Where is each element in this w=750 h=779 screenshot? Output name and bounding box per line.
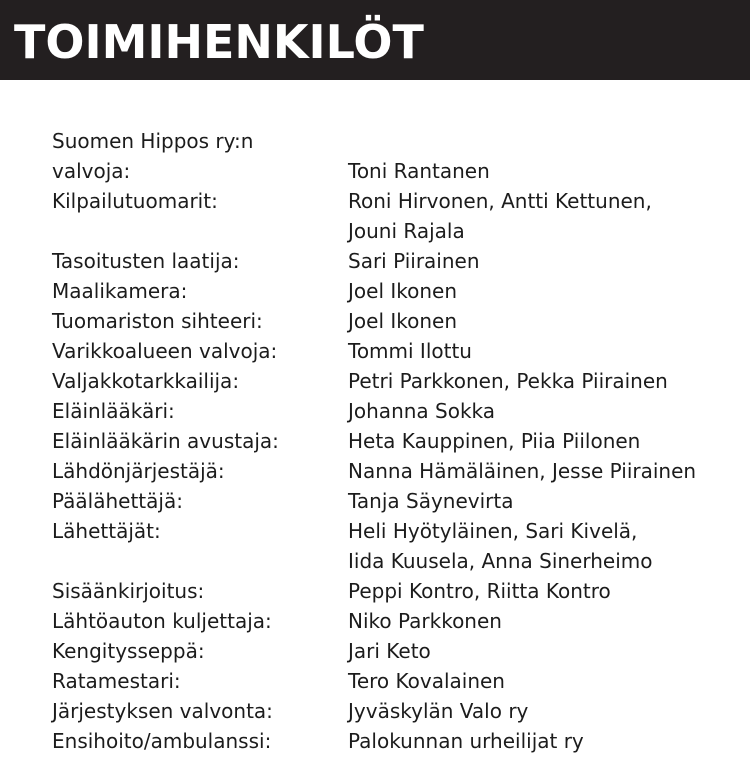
list-item	[52, 426, 742, 456]
person-names: Johanna Sokka	[348, 399, 496, 423]
person-names: Heta Kauppinen, Piia Piilonen	[348, 429, 641, 453]
person-names: Petri Parkkonen, Pekka Piirainen	[348, 369, 668, 393]
list-item	[52, 726, 742, 756]
role-label: Kengitysseppä:	[52, 639, 205, 663]
role-label: Eläinlääkäri:	[52, 399, 175, 423]
role-label: Lähettäjät:	[52, 519, 161, 543]
list-item	[52, 156, 742, 186]
list-item	[52, 246, 742, 276]
role-label	[52, 546, 348, 576]
role-label: Maalikamera:	[52, 279, 188, 303]
person-names: Joel Ikonen	[348, 279, 458, 303]
role-label: valvoja:	[52, 159, 131, 183]
person-names: Tanja Säynevirta	[348, 489, 514, 513]
role-label: Varikkoalueen valvoja:	[52, 339, 278, 363]
person-names: Niko Parkkonen	[348, 609, 502, 633]
page-title: TOIMIHENKILÖT	[14, 15, 424, 69]
list-item	[52, 606, 742, 636]
role-label: Kilpailutuomarit:	[52, 189, 218, 213]
person-names: Roni Hirvonen, Antti Kettunen,	[348, 189, 652, 213]
officials-list	[52, 126, 742, 756]
list-item	[52, 486, 742, 516]
list-item	[52, 456, 742, 486]
list-item	[52, 516, 742, 546]
person-names: Heli Hyötyläinen, Sari Kivelä,	[348, 519, 638, 543]
list-item	[52, 276, 742, 306]
role-label: Ratamestari:	[52, 669, 181, 693]
person-names: Toni Rantanen	[348, 159, 490, 183]
role-label: Sisäänkirjoitus:	[52, 579, 205, 603]
role-label: Valjakkotarkkailija:	[52, 369, 240, 393]
role-label: Lähtöauton kuljettaja:	[52, 609, 272, 633]
list-item	[52, 306, 742, 336]
list-item	[52, 216, 742, 246]
person-names: Peppi Kontro, Riitta Kontro	[348, 579, 611, 603]
role-label	[52, 216, 348, 246]
list-item	[52, 666, 742, 696]
list-item	[52, 636, 742, 666]
person-names: Sari Piirainen	[348, 249, 480, 273]
person-names: Tero Kovalainen	[348, 669, 505, 693]
list-item	[52, 576, 742, 606]
header-bar	[0, 0, 750, 80]
role-label: Päälähettäjä:	[52, 489, 183, 513]
role-label: Tasoitusten laatija:	[52, 249, 240, 273]
role-label: Eläinlääkärin avustaja:	[52, 429, 279, 453]
list-item	[52, 696, 742, 726]
person-names: Jyväskylän Valo ry	[348, 699, 529, 723]
person-names: Jouni Rajala	[348, 219, 465, 243]
person-names: Tommi Ilottu	[348, 339, 472, 363]
role-label: Lähdönjärjestäjä:	[52, 459, 225, 483]
role-label: Tuomariston sihteeri:	[52, 309, 263, 333]
list-item	[52, 366, 742, 396]
person-names: Jari Keto	[348, 639, 431, 663]
person-names: Nanna Hämäläinen, Jesse Piirainen	[348, 459, 697, 483]
list-item	[52, 186, 742, 216]
role-label: Järjestyksen valvonta:	[52, 699, 273, 723]
list-item	[52, 546, 742, 576]
role-label: Suomen Hippos ry:n	[52, 129, 254, 153]
person-names: Iida Kuusela, Anna Sinerheimo	[348, 549, 653, 573]
role-label: Ensihoito/ambulanssi:	[52, 729, 272, 753]
list-item	[52, 126, 742, 156]
person-names	[348, 126, 742, 156]
person-names: Joel Ikonen	[348, 309, 458, 333]
person-names: Palokunnan urheilijat ry	[348, 729, 584, 753]
list-item	[52, 396, 742, 426]
list-item	[52, 336, 742, 366]
